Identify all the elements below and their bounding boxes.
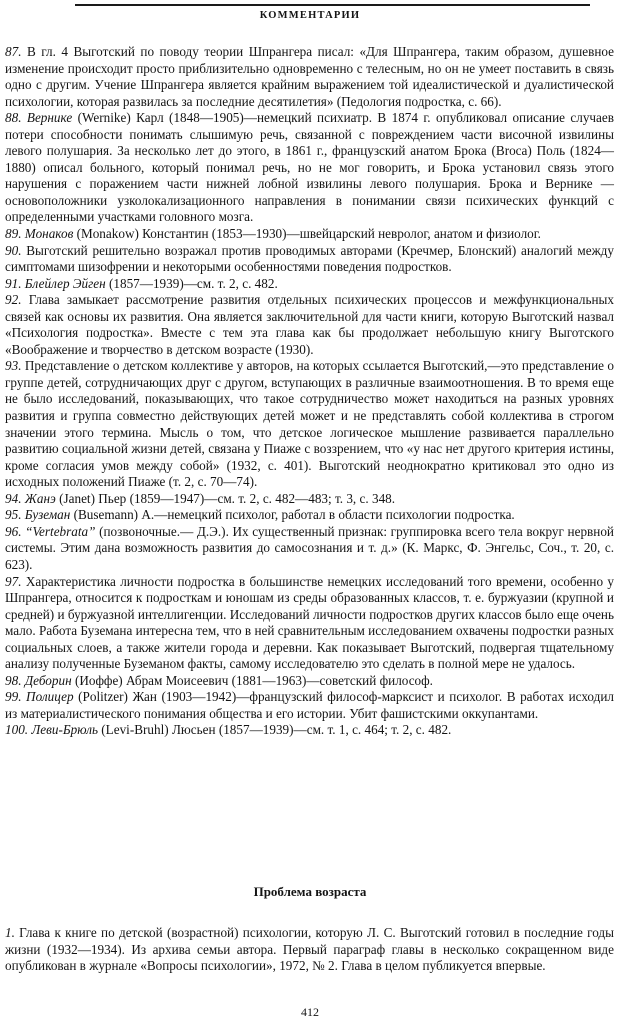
note-name: Деборин xyxy=(21,672,72,688)
note-text: (Politzer) Жан (1903—1942)—французский философ-марксист и психолог. В работах исходил из материалистического понимания общества и его истории. Убит фашистскими оккупантами. xyxy=(5,689,614,721)
note-name: “Vertebrata” xyxy=(21,523,96,539)
note-number: 95. xyxy=(5,507,22,523)
note-number: 96. xyxy=(5,523,22,539)
running-head: КОММЕНТАРИИ xyxy=(259,10,361,21)
note-entry xyxy=(5,226,614,243)
commentary-notes xyxy=(5,44,614,739)
note-text: Глава к книге по детской (возрастной) психологии, которую Л. С. Выготский готовил в последние годы жизни (1932—1934). Из архива семьи автора. Первый параграф главы в несколько сокращенном виде опубликован в журнале «Вопросы психологии», 1972, № 2. Глава в целом публикуется впервые. xyxy=(5,925,614,974)
note-entry xyxy=(5,673,614,690)
note-number: 87. xyxy=(5,44,22,59)
note-name: Вернике xyxy=(21,110,73,126)
note-number: 90. xyxy=(5,242,22,258)
note-text: (Levi-Bruhl) Люсьен (1857—1939)—см. т. 1, с. 464; т. 2, с. 482. xyxy=(97,722,452,738)
note-entry xyxy=(5,276,614,293)
note-name: Жанэ xyxy=(21,490,56,506)
note-number: 91. xyxy=(5,275,22,291)
note-text: (Monakow) Константин (1853—1930)—швейцарский невролог, анатом и физиолог. xyxy=(73,226,541,242)
page-number: 412 xyxy=(301,1005,319,1019)
note-name: Леви-Брюль xyxy=(28,722,98,738)
note-name: Блейлер Эйген xyxy=(21,275,106,291)
section-notes xyxy=(5,925,614,975)
note-name: Монаков xyxy=(21,226,74,242)
note-entry xyxy=(5,507,614,524)
note-text: В гл. 4 Выготский по поводу теории Шпрангера писал: «Для Шпрангера, таким образом, душевное изменение происходит просто приблизительно одновременно с телесным, но он не умеет поставить в связь одно с другим. Учение Шпрангера является крайним выражением той идеалистической и дуалистической психологии, которая развилась за последние десятилетия» (Педология подростка, с. 66). xyxy=(5,44,614,109)
section-title: Проблема возраста xyxy=(253,884,367,899)
note-entry xyxy=(5,722,614,739)
note-number: 88. xyxy=(5,110,22,126)
note-number: 97. xyxy=(5,573,22,589)
note-text: (Wernike) Карл (1848—1905)—немецкий психиатр. В 1874 г. опубликовал описание случаев потери способности понимать слышимую речь, связанной с повреждением части височной извилины левого полушария. За несколько лет до этого, в 1861 г., французский анатом Брока (Broca) Поль (1824—1880) описал больного, который понимал речь, но не мог говорить, и Брока установил связь этого нарушения с поражением части нижней лобной извилины левого полушария. Брока и Вернике — основоположники узколокализационного направления в понимании связи психических функций с определенными участками головного мозга. xyxy=(5,110,614,225)
note-number: 89. xyxy=(5,226,22,242)
note-entry xyxy=(5,44,614,110)
note-text: (позвоночные.— Д.Э.). Их существенный признак: группировка всего тела вокруг нервной системы. Этим дана возможность развития до самосознания и т. д.» (К. Маркс, Ф. Энгельс, Соч., т. 20, с. 623). xyxy=(5,523,614,572)
note-entry xyxy=(5,524,614,574)
note-number: 100. xyxy=(5,722,29,738)
note-entry xyxy=(5,925,614,975)
note-text: Выготский решительно возражал против проводимых авторами (Кречмер, Блонский) аналогий между симптомами шизофрении и некоторыми особенностями поведения подростков. xyxy=(5,242,614,275)
note-text: Представление о детском коллективе у авторов, на которых ссылается Выготский,—это представление о группе детей, сотрудничающих друг с другом, вступающих в различные взаимоотношения. В то время еще не было исследований, показывающих, что такое сотрудничество может находиться на разных уровнях развития и группа совместно действующих детей может и не представлять собой коллектива в строгом значении этого термина. Мысль о том, что детское логическое мышление развивается параллельно развитию социальной жизни детей, связана у Пиаже с воззрением, что «у нас нет другого критерия истины, кроме согласия умов между собой» (1932, с. 401). Выготский неоднократно критиковал это одно из исходных положений Пиаже (т. 2, с. 70—74). xyxy=(5,358,614,490)
note-name: Буземан xyxy=(21,507,71,523)
note-number: 99. xyxy=(5,689,22,705)
note-entry xyxy=(5,110,614,226)
note-number: 98. xyxy=(5,672,22,688)
note-name: Полицер xyxy=(21,689,74,705)
note-entry xyxy=(5,243,614,276)
top-rule xyxy=(75,4,590,6)
note-entry xyxy=(5,358,614,490)
note-text: (Janet) Пьер (1859—1947)—см. т. 2, с. 482—483; т. 3, с. 348. xyxy=(55,490,396,506)
note-text: Характеристика личности подростка в большинстве немецких исследований того времени, особенно у Шпрангера, относится к подросткам и юношам из среды образованных классов, т. е. буржуазии (крупной и средней) и буржуазной интеллигенции. Исследований личности подростков других классов было еще очень мало. Работа Буземана интересна тем, что в ней сравнительным исследованием охвачены подростки разных социальных слоев, а также жители города и деревни. Как показывает Выготский, подвергая тщательному анализу полученные Буземаном факты, самому исследователю это сделать в полной мере не удалось. xyxy=(5,573,614,672)
note-entry xyxy=(5,491,614,508)
note-text: (Busemann) А.—немецкий психолог, работал в области психологии подростка. xyxy=(70,507,515,523)
note-text: Глава замыкает рассмотрение развития отдельных психических процессов и межфункциональных связей как основы их развития. Она является заключительной для части книги, которую Выготский назвал «Психология подростка». Вместе с тем эта глава как бы продолжает небольшую книгу Выготского «Воображение и творчество в детском возрасте (1930). xyxy=(5,292,614,357)
note-entry xyxy=(5,292,614,358)
note-number: 92. xyxy=(5,292,22,308)
note-entry xyxy=(5,574,614,673)
note-entry xyxy=(5,689,614,722)
note-text: (Иоффе) Абрам Моисеевич (1881—1963)—советский философ. xyxy=(71,672,433,688)
note-number: 93. xyxy=(5,358,22,374)
note-number: 94. xyxy=(5,490,22,506)
note-text: (1857—1939)—см. т. 2, с. 482. xyxy=(105,275,278,291)
note-number: 1. xyxy=(5,925,15,940)
